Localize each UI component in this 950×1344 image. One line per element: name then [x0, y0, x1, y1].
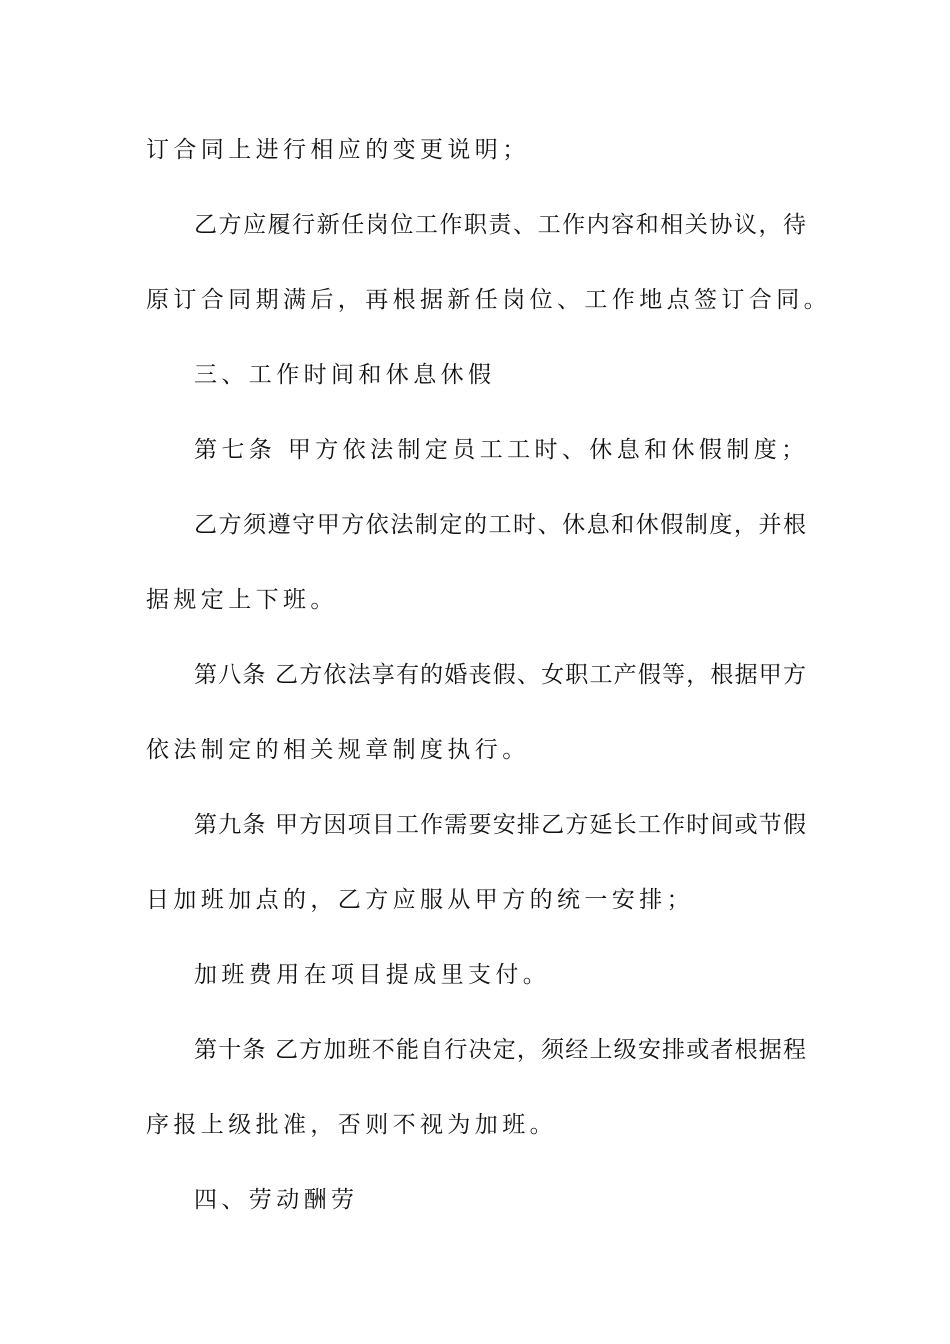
- text-line: 第九条 甲方因项目工作需要安排乙方延长工作时间或节假: [194, 812, 806, 838]
- section-heading: 三、工作时间和休息休假: [194, 362, 496, 388]
- text-line: 乙方须遵守甲方依法制定的工时、休息和休假制度，并根: [194, 512, 806, 538]
- text-line: 第八条 乙方依法享有的婚丧假、女职工产假等，根据甲方: [194, 662, 806, 688]
- text-line: 订合同上进行相应的变更说明；: [146, 137, 530, 163]
- text-line: 据规定上下班。: [146, 587, 338, 613]
- text-line: 第七条 甲方依法制定员工工时、休息和休假制度；: [194, 437, 809, 463]
- text-line: 原订合同期满后，再根据新任岗位、工作地点签订合同。: [146, 287, 831, 313]
- section-heading: 四、劳动酬劳: [194, 1187, 359, 1213]
- text-line: 第十条 乙方加班不能自行决定，须经上级安排或者根据程: [194, 1037, 806, 1063]
- text-line: 日加班加点的，乙方应服从甲方的统一安排；: [146, 887, 694, 913]
- text-line: 加班费用在项目提成里支付。: [194, 962, 551, 988]
- text-line: 依法制定的相关规章制度执行。: [146, 737, 530, 763]
- text-line: 乙方应履行新任岗位工作职责、工作内容和相关协议，待: [194, 212, 806, 238]
- text-line: 序报上级批准，否则不视为加班。: [146, 1112, 557, 1138]
